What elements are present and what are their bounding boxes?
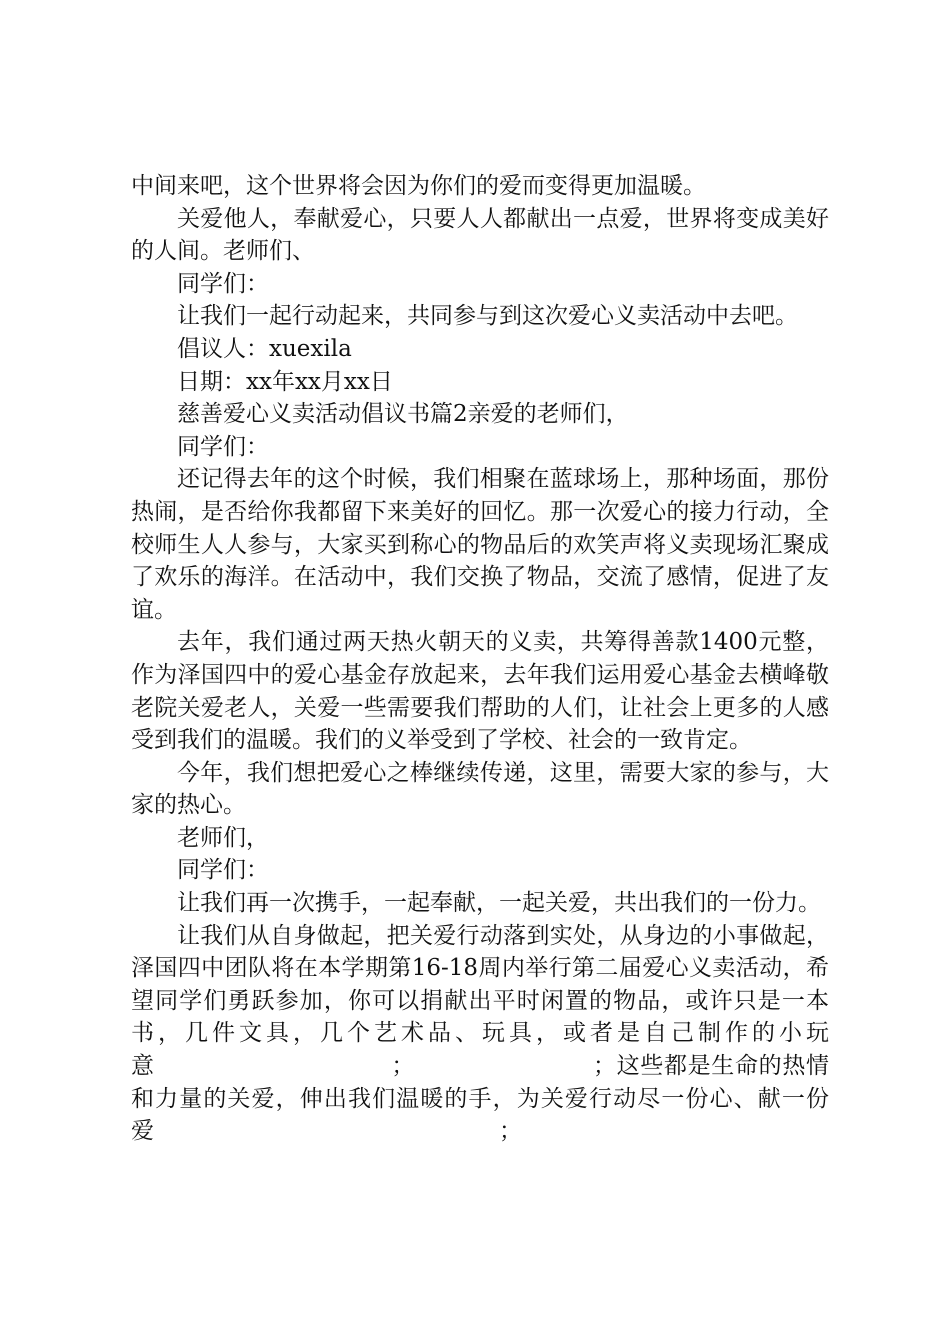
section-heading: 慈善爱心义卖活动倡议书篇2亲爱的老师们， [177,401,629,428]
paragraph: 同学们： [177,433,269,460]
paragraph: 同学们： [177,857,269,884]
paragraph: 今年，我们想把爱心之棒继续传递，这里，需要大家的参与，大家的热心。 [131,759,829,819]
paragraph: 老师们， [177,824,269,851]
document-body [131,170,829,1148]
paragraph: 让我们再一次携手，一起奉献，一起关爱，共出我们的一份力。 [177,890,821,917]
paragraph: 还记得去年的这个时候，我们相聚在蓝球场上，那种场面，那份热闹，是否给你我都留下来美好的回忆。那一次爱心的接力行动，全校师生人人参与，大家买到称心的物品后的欢笑声将义卖现场汇聚成了欢乐的海洋。在活动中，我们交换了物品，交流了感情，促进了友谊。 [131,466,829,623]
paragraph: 同学们： [177,270,269,297]
paragraph: 中间来吧，这个世界将会因为你们的爱而变得更加温暖。 [131,173,706,199]
date-line: 日期：xx年xx月xx日 [177,368,393,395]
paragraph: 让我们一起行动起来，共同参与到这次爱心义卖活动中去吧。 [177,303,798,330]
proposer-line: 倡议人：xuexila [177,335,352,362]
paragraph: 关爱他人，奉献爱心，只要人人都献出一点爱，世界将变成美好的人间。老师们、 [131,205,829,265]
paragraph: 让我们从自身做起，把关爱行动落到实处，从身边的小事做起，泽国四中团队将在本学期第16-18周内举行第二届爱心义卖活动，希望同学们勇跃参加，你可以捐献出平时闲置的物品，或许只是一本书，几件文具，几个艺术品、玩具，或者是自己制作的小玩意 ； ；这些都是生命的热情和力量的关爱，伸出我们温暖的手，为关爱行动尽一份心、献一份爱 ； [131,922,829,1145]
paragraph: 去年，我们通过两天热火朝天的义卖，共筹得善款1400元整，作为泽国四中的爱心基金存放起来，去年我们运用爱心基金去横峰敬老院关爱老人，关爱一些需要我们帮助的人们，让社会上更多的人感受到我们的温暖。我们的义举受到了学校、社会的一致肯定。 [131,629,829,754]
